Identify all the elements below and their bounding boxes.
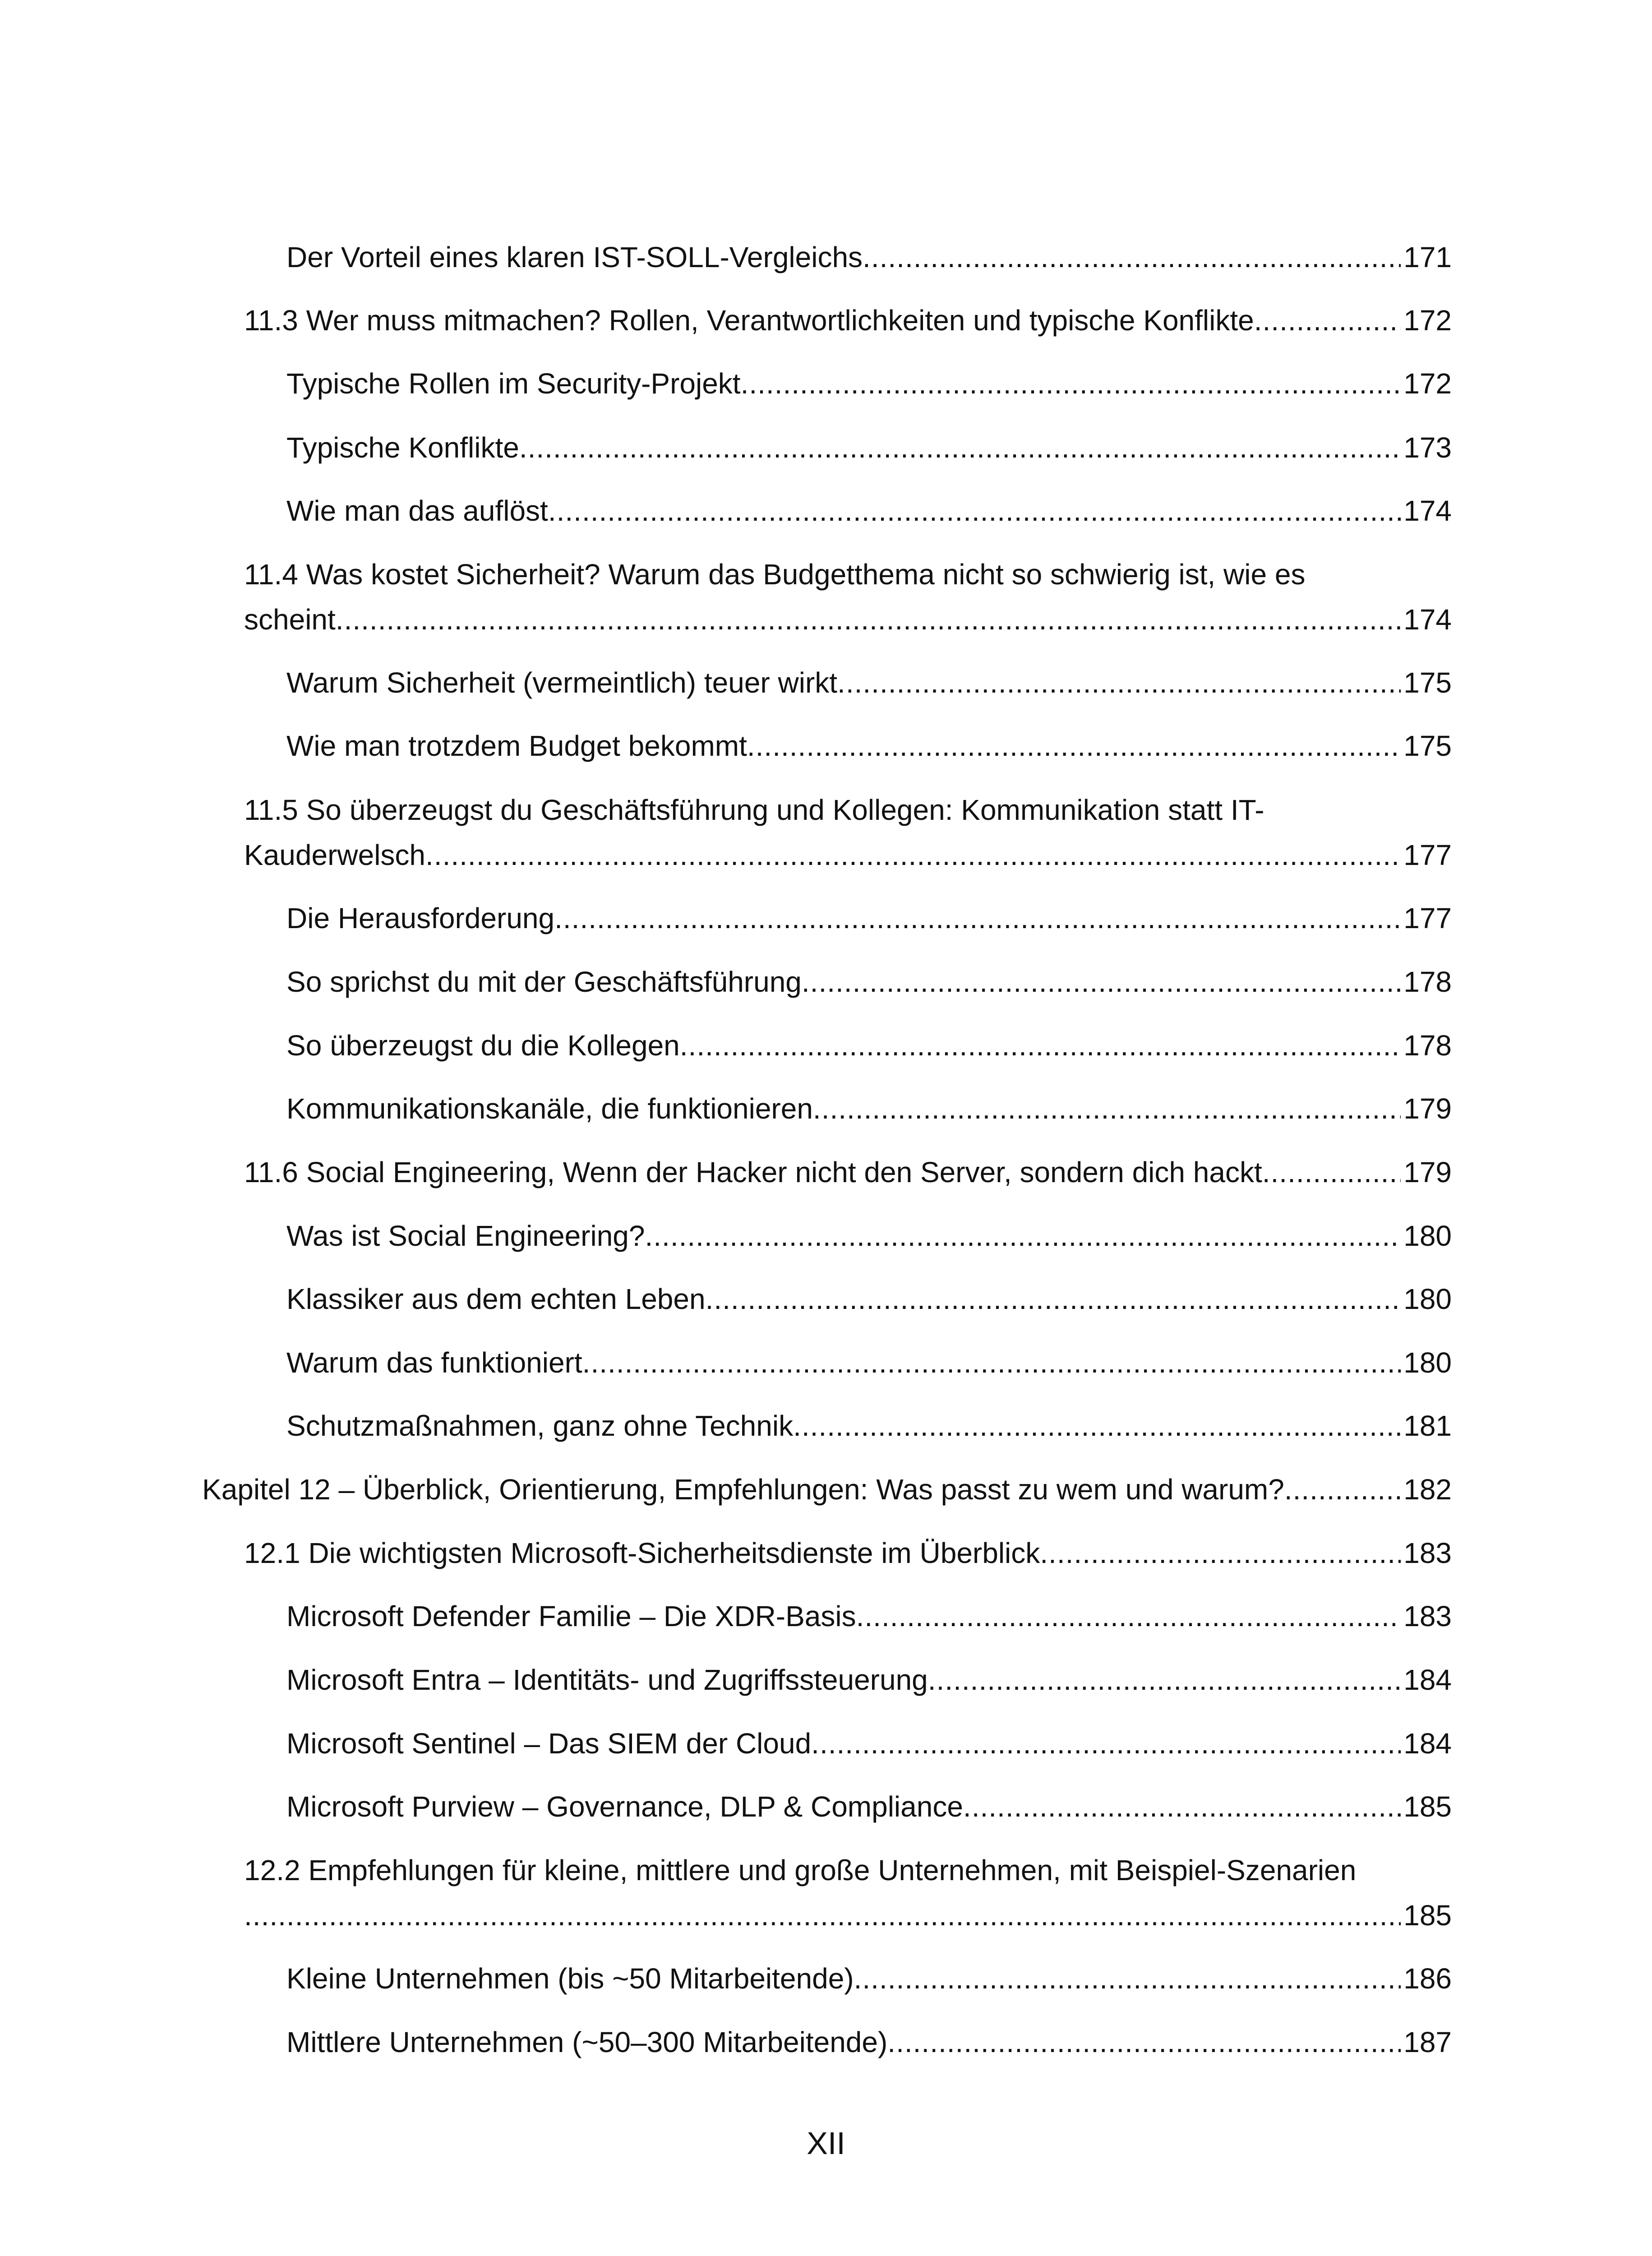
dot-leader: [1284, 1467, 1401, 1512]
toc-entry[interactable]: [244, 552, 1452, 642]
toc-entry-page: 173: [1403, 431, 1452, 464]
toc-entry-page: 174: [1403, 495, 1452, 527]
toc-entry[interactable]: [286, 959, 1452, 1004]
toc-entry-page: 174: [1403, 603, 1452, 636]
toc-entry-page: 183: [1403, 1600, 1452, 1632]
toc-entry[interactable]: [286, 1276, 1452, 1322]
dot-leader: [811, 1721, 1401, 1766]
toc-entry-title: Der Vorteil eines klaren IST-SOLL-Vergleichs: [286, 241, 863, 273]
dot-leader: [854, 1956, 1401, 2001]
toc-entry[interactable]: [244, 1150, 1452, 1195]
dot-leader: [1254, 298, 1401, 343]
toc-entry[interactable]: [286, 235, 1452, 280]
toc-entry[interactable]: [244, 787, 1452, 878]
toc-entry-title: Klassiker aus dem echten Leben: [286, 1283, 706, 1315]
toc-entry-title: 12.1 Die wichtigsten Microsoft-Sicherheitsdienste im Überblick: [244, 1537, 1040, 1569]
dot-leader: [1262, 1150, 1401, 1195]
dot-leader: [425, 832, 1401, 878]
toc-entry-page: 180: [1403, 1220, 1452, 1252]
toc-entry-title: Warum Sicherheit (vermeintlich) teuer wirkt: [286, 666, 838, 699]
dot-leader: [856, 1594, 1401, 1639]
toc-entry[interactable]: [286, 723, 1452, 768]
toc-entry-title: 11.3 Wer muss mitmachen? Rollen, Verantwortlichkeiten und typische Konflikte: [244, 304, 1254, 337]
toc-entry-title: So überzeugst du die Kollegen: [286, 1029, 680, 1062]
toc-entry[interactable]: [286, 1340, 1452, 1385]
toc-entry-page: 178: [1403, 1029, 1452, 1062]
toc-entry-title: Microsoft Entra – Identitäts- und Zugriffssteuerung: [286, 1664, 928, 1696]
toc-entry[interactable]: [286, 1403, 1452, 1448]
toc-entry-page: 179: [1403, 1092, 1452, 1125]
dot-leader: [680, 1023, 1401, 1068]
toc-entry-page: 175: [1403, 730, 1452, 762]
toc-entry-page: 179: [1403, 1156, 1452, 1188]
dot-leader: [582, 1340, 1401, 1385]
toc-entry-title: Wie man das auflöst: [286, 495, 548, 527]
toc-entry-title: Schutzmaßnahmen, ganz ohne Technik: [286, 1410, 794, 1442]
dot-leader: [645, 1213, 1401, 1258]
toc-entry-title-line: 11.4 Was kostet Sicherheit? Warum das Budgetthema nicht so schwierig ist, wie es: [244, 558, 1306, 591]
toc-entry-title: Kapitel 12 – Überblick, Orientierung, Empfehlungen: Was passt zu wem und warum?: [202, 1473, 1284, 1506]
toc-entry-page: 172: [1403, 304, 1452, 337]
toc-entry[interactable]: [286, 1086, 1452, 1131]
dot-leader: [802, 959, 1401, 1004]
toc-entry-page: 184: [1403, 1727, 1452, 1760]
toc-entry[interactable]: [286, 488, 1452, 533]
toc-entry-page: 186: [1403, 1962, 1452, 1995]
toc-entry-title: Die Herausforderung: [286, 902, 555, 934]
toc-entry-title: Wie man trotzdem Budget bekommt: [286, 730, 747, 762]
toc-entry-page: 185: [1403, 1899, 1452, 1932]
dot-leader: [863, 235, 1401, 280]
toc-entry-title: Mittlere Unternehmen (~50–300 Mitarbeitende): [286, 2026, 888, 2058]
toc-entry-title: Microsoft Purview – Governance, DLP & Compliance: [286, 1790, 963, 1823]
toc-entry-page: 185: [1403, 1790, 1452, 1823]
toc-entry[interactable]: [286, 896, 1452, 941]
toc-entry-page: 180: [1403, 1283, 1452, 1315]
toc-entry-title: scheint: [244, 603, 336, 636]
toc-entry[interactable]: [286, 425, 1452, 470]
toc-entry[interactable]: [286, 1956, 1452, 2001]
dot-leader: [741, 361, 1401, 406]
toc-entry-title-line: 12.2 Empfehlungen für kleine, mittlere und große Unternehmen, mit Beispiel-Szenarien: [244, 1854, 1357, 1886]
toc-entry[interactable]: [286, 1657, 1452, 1702]
toc-entry-page: 181: [1403, 1410, 1452, 1442]
dot-leader: [336, 597, 1401, 642]
toc-entry-title: Kommunikationskanäle, die funktionieren: [286, 1092, 813, 1125]
toc-entry[interactable]: [244, 1848, 1452, 1938]
toc-entry-title: Microsoft Defender Familie – Die XDR-Basis: [286, 1600, 856, 1632]
toc-entry[interactable]: [244, 1530, 1452, 1576]
toc-entry-page: 175: [1403, 666, 1452, 699]
dot-leader: [548, 488, 1401, 533]
toc-entry-title-line: 11.5 So überzeugst du Geschäftsführung und Kollegen: Kommunikation statt IT-: [244, 794, 1264, 826]
toc-entry-page: 171: [1403, 241, 1452, 273]
dot-leader: [963, 1784, 1401, 1829]
toc-entry-title: 11.6 Social Engineering, Wenn der Hacker nicht den Server, sondern dich hackt: [244, 1156, 1262, 1188]
toc-entry-page: 183: [1403, 1537, 1452, 1569]
dot-leader: [813, 1086, 1401, 1131]
dot-leader: [244, 1893, 1401, 1938]
toc-entry[interactable]: [286, 361, 1452, 406]
toc-entry-title: Warum das funktioniert: [286, 1346, 582, 1379]
toc-entry-page: 177: [1403, 902, 1452, 934]
dot-leader: [837, 660, 1401, 705]
dot-leader: [519, 425, 1401, 470]
toc-entry[interactable]: [244, 298, 1452, 343]
toc-entry-title: Typische Konflikte: [286, 431, 519, 464]
dot-leader: [887, 2020, 1401, 2065]
dot-leader: [706, 1276, 1401, 1322]
toc-entry-title: Was ist Social Engineering?: [286, 1220, 645, 1252]
toc-entry[interactable]: [202, 1467, 1452, 1512]
toc-entry-title: Microsoft Sentinel – Das SIEM der Cloud: [286, 1727, 812, 1760]
dot-leader: [747, 723, 1401, 768]
dot-leader: [928, 1657, 1401, 1702]
toc-entry-title: So sprichst du mit der Geschäftsführung: [286, 966, 802, 998]
toc-entry-page: 187: [1403, 2026, 1452, 2058]
toc-entry-page: 172: [1403, 367, 1452, 400]
dot-leader: [793, 1403, 1401, 1448]
toc-entry[interactable]: [286, 2020, 1452, 2065]
dot-leader: [1040, 1530, 1401, 1576]
toc-entry-page: 178: [1403, 966, 1452, 998]
toc-entry-page: 177: [1403, 839, 1452, 871]
toc-entry[interactable]: [286, 1023, 1452, 1068]
toc-entry[interactable]: [286, 660, 1452, 705]
toc-entry-title: Kauderwelsch: [244, 839, 425, 871]
dot-leader: [554, 896, 1401, 941]
toc-entry-page: 180: [1403, 1346, 1452, 1379]
toc-entry-title: Kleine Unternehmen (bis ~50 Mitarbeitende): [286, 1962, 854, 1995]
toc-entry[interactable]: [286, 1721, 1452, 1766]
toc-entry-page: 184: [1403, 1664, 1452, 1696]
toc-entry[interactable]: [286, 1784, 1452, 1829]
toc-entry-title: Typische Rollen im Security-Projekt: [286, 367, 741, 400]
page-number: XII: [807, 2126, 845, 2161]
toc-entry[interactable]: [286, 1213, 1452, 1258]
toc-entry[interactable]: [286, 1594, 1452, 1639]
toc-entry-page: 182: [1403, 1473, 1452, 1506]
